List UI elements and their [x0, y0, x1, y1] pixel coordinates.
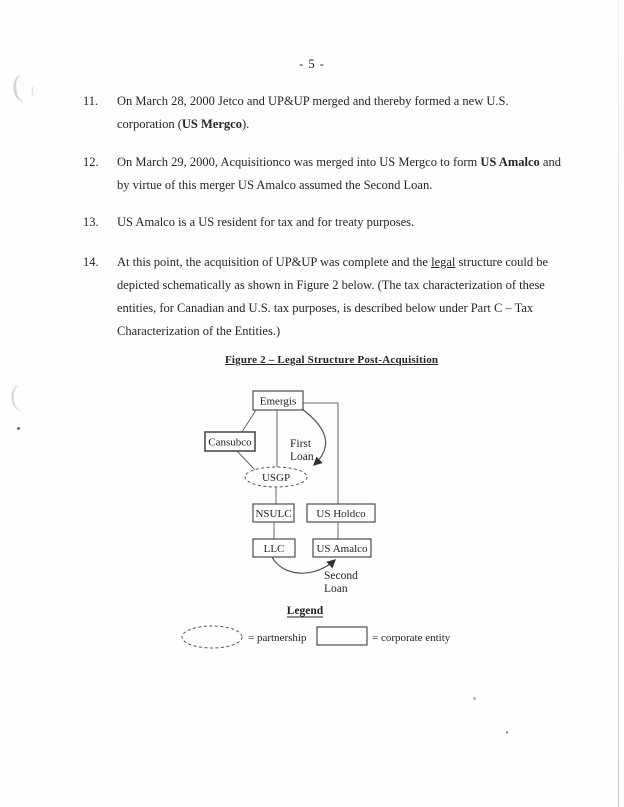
legend-partnership-symbol: [182, 626, 242, 648]
scan-artifact-paren: (: [8, 380, 21, 413]
figure-title: Figure 2 – Legal Structure Post-Acquisition: [225, 354, 439, 366]
legend-corporate-label: = corporate entity: [372, 632, 451, 644]
paragraph-text: [117, 211, 557, 234]
legend-title: Legend: [286, 605, 324, 617]
paragraph-number: 12.: [83, 155, 99, 169]
second-loan-label-line2: Loan: [324, 583, 348, 595]
paragraph-number: 13.: [83, 215, 99, 229]
paragraph-text: [117, 251, 557, 343]
text-run: On March 28, 2000 Jetco and UP&UP merged and thereby formed a new U.S.: [117, 94, 509, 108]
text-run-bold: US Amalco: [480, 155, 540, 169]
node-cansubco-label: Cansubco: [208, 436, 252, 449]
text-run: corporation (: [117, 117, 182, 131]
text-run: entities, for Canadian and U.S. tax purposes, is described below under Part C – Tax: [117, 301, 534, 315]
node-usamalco-label: US Amalco: [316, 543, 368, 555]
connector-cansubco-usgp: [237, 451, 255, 470]
legal-structure-diagram: [0, 385, 624, 665]
text-run: and: [539, 155, 561, 169]
second-loan-label-line1: Second: [324, 570, 358, 582]
page-number: - 5 -: [299, 57, 325, 71]
text-run: depicted schematically as shown in Figure 2 below. (The tax characterization of these: [117, 278, 545, 292]
text-run: US Amalco is a US resident for tax and for treaty purposes.: [117, 215, 415, 229]
text-run: On March 29, 2000, Acquisitionco was merged into US Mergco to form: [117, 155, 481, 169]
scan-speck: [506, 731, 508, 734]
first-loan-label-line2: Loan: [290, 451, 314, 463]
text-run-underline: legal: [431, 255, 456, 269]
text-run: At this point, the acquisition of UP&UP was complete and the: [117, 255, 432, 269]
paragraph-number: 14.: [83, 255, 99, 269]
scan-edge-line: [618, 0, 619, 807]
node-emergis-label: Emergis: [259, 395, 297, 408]
node-usgp-label: USGP: [261, 472, 291, 484]
scan-artifact-paren: (: [31, 82, 36, 97]
paragraph-text: [117, 90, 557, 136]
text-run: by virtue of this merger US Amalco assumed the Second Loan.: [117, 178, 433, 192]
scan-artifact-paren: (: [10, 69, 24, 104]
first-loan-label-line1: First: [290, 438, 312, 450]
paragraph-number: 11.: [83, 94, 99, 108]
scan-speck: [473, 697, 476, 700]
node-llc-label: LLC: [263, 543, 285, 555]
connector-emergis-cansubco: [242, 410, 256, 432]
text-run: Characterization of the Entities.): [117, 324, 281, 338]
text-run: ).: [241, 117, 250, 131]
node-usholdco-label: US Holdco: [316, 508, 366, 520]
node-nsulc-label: NSULC: [255, 508, 292, 520]
text-run: structure could be: [455, 255, 549, 269]
paragraph-text: [117, 151, 561, 197]
legend-partnership-label: = partnership: [248, 632, 307, 644]
legend-corporate-symbol: [317, 627, 367, 645]
text-run-bold: US Mergco: [181, 117, 242, 131]
